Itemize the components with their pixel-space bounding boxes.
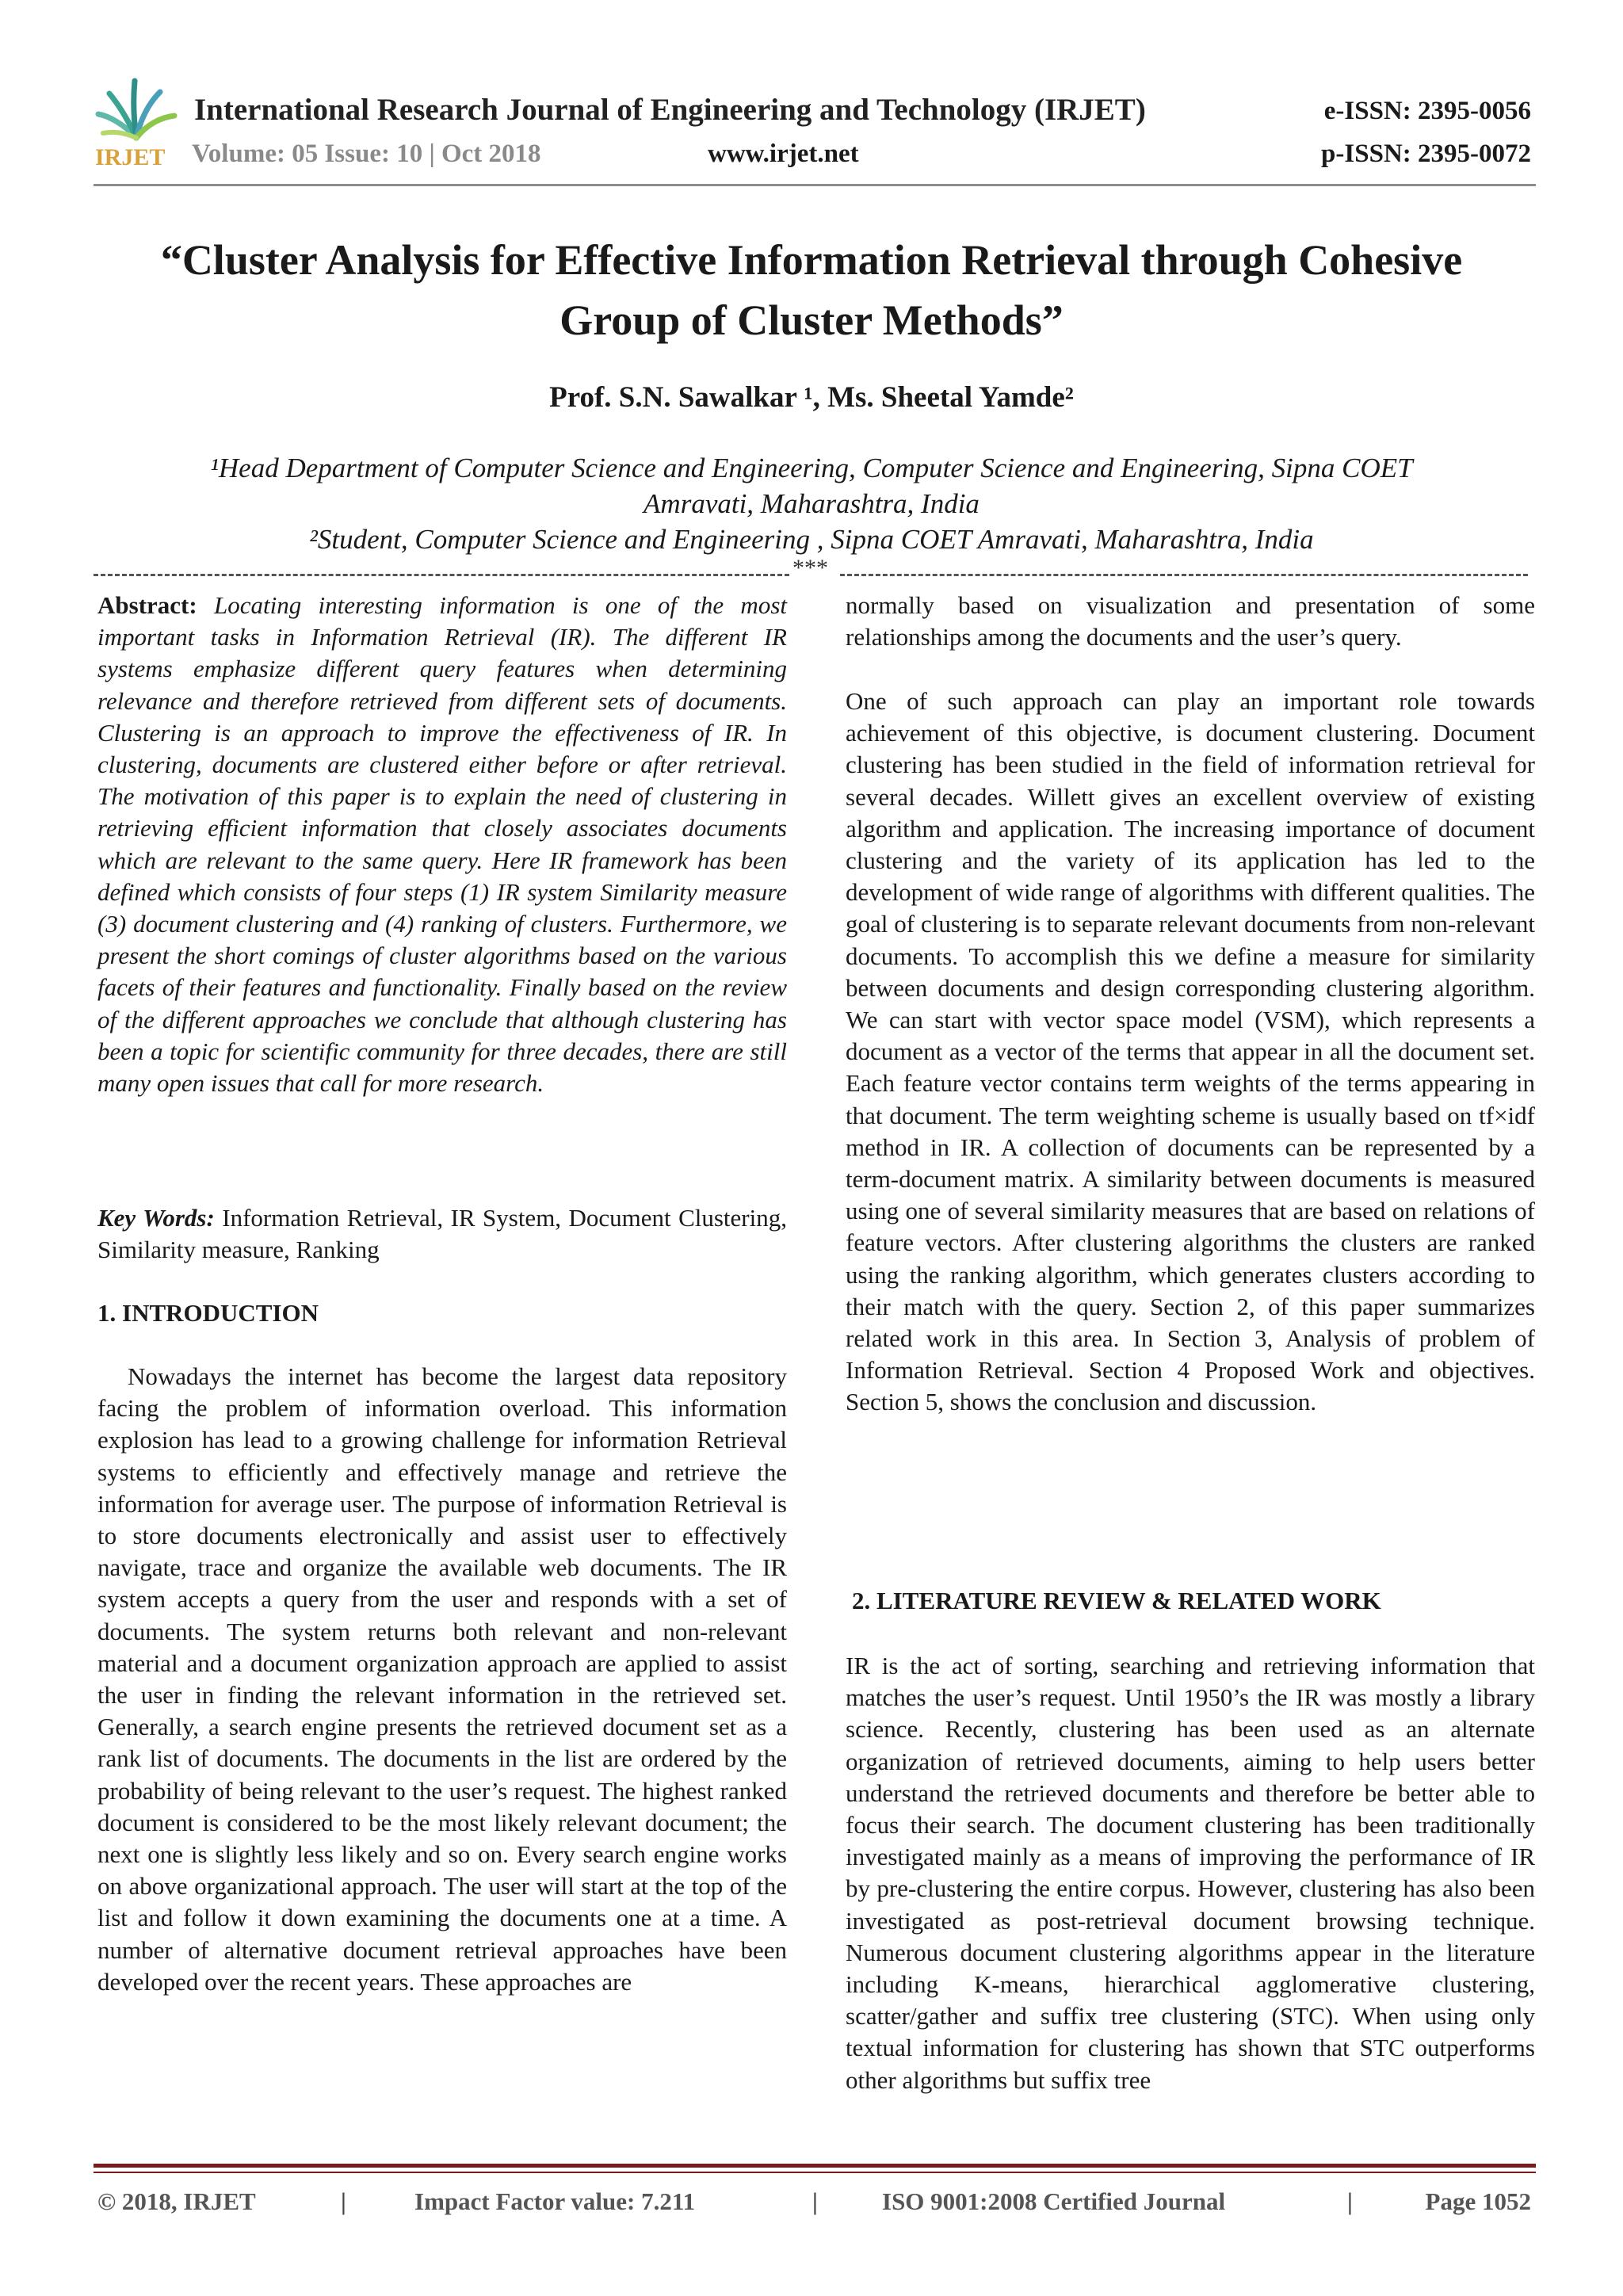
footer-rule-thin bbox=[94, 2172, 1536, 2173]
footer-divider-3: | bbox=[1347, 2187, 1353, 2215]
abstract-label: Abstract: bbox=[97, 591, 197, 619]
right-paragraph-1-text: normally based on visualization and presentation of some relationships among the documents and the user’s query. bbox=[846, 591, 1535, 651]
authors: Prof. S.N. Sawalkar ¹, Ms. Sheetal Yamde² bbox=[549, 381, 1074, 414]
header-rule bbox=[94, 184, 1536, 186]
journal-website[interactable]: www.irjet.net bbox=[708, 139, 859, 168]
keywords bbox=[97, 1202, 787, 1266]
literature-heading: 2. LITERATURE REVIEW & RELATED WORK bbox=[852, 1587, 1381, 1614]
introduction-body bbox=[97, 1361, 787, 1998]
keywords-label: Key Words: bbox=[97, 1204, 215, 1232]
footer-page-number: Page 1052 bbox=[1425, 2187, 1531, 2215]
introduction-heading: 1. INTRODUCTION bbox=[97, 1299, 319, 1327]
footer-rule-thick bbox=[94, 2164, 1536, 2168]
svg-text:IRJET: IRJET bbox=[95, 144, 166, 168]
footer-impact-factor: Impact Factor value: 7.211 bbox=[414, 2187, 696, 2215]
affiliation-line-3: ²Student, Computer Science and Engineering , Sipna COET Amravati, Maharashtra, India bbox=[309, 524, 1314, 555]
title-line-2: Group of Cluster Methods” bbox=[559, 296, 1064, 344]
keywords-text: Information Retrieval, IR System, Document Clustering, Similarity measure, Ranking bbox=[97, 1204, 787, 1264]
footer-divider-2: | bbox=[812, 2187, 818, 2215]
footer-iso: ISO 9001:2008 Certified Journal bbox=[882, 2187, 1226, 2215]
volume-info: Volume: 05 Issue: 10 | Oct 2018 bbox=[192, 139, 541, 168]
paper-title bbox=[87, 230, 1536, 350]
separator-right bbox=[840, 574, 1528, 576]
irjet-logo bbox=[92, 76, 181, 168]
separator-stars: *** bbox=[792, 555, 828, 581]
right-paragraph-2-text: One of such approach can play an important role towards achievement of this objective, is document clustering. Document clustering has been studied in the field of information retrieval for several decades. Willett gives an excellent overview of existing algorithm and application. The increasing importance of document clustering and the variety of its application has led to the development of wide range of algorithms with different qualities. The goal of clustering is to separate relevant documents from non-relevant documents. To accomplish this we define a measure for similarity between documents and design corresponding clustering algorithm. We can start with vector space model (VSM), which represents a document as a vector of the terms that appear in all the document set. Each feature vector contains term weights of the terms appearing in that document. The term weighting scheme is usually based on tf×idf method in IR. A collection of documents can be represented by a term-document matrix. A similarity between documents is measured using one of several similarity measures that are based on relations of feature vectors. After clustering algorithms the clusters are ranked using the ranking algorithm, which generates clusters according to their match with the query. Section 2, of this paper summarizes related work in this area. In Section 3, Analysis of problem of Information Retrieval. Section 4 Proposed Work and objectives. Section 5, shows the conclusion and discussion. bbox=[846, 687, 1535, 1416]
footer-divider-1: | bbox=[341, 2187, 346, 2215]
affiliation-line-1: ¹Head Department of Computer Science and Engineering, Computer Science and Engineering, Sipna COET bbox=[210, 453, 1413, 483]
introduction-paragraph: Nowadays the internet has become the largest data repository facing the problem of information overload. This information explosion has lead to a growing challenge for information Retrieval systems to efficiently and effectively manage and retrieve the information for average user. The purpose of information Retrieval is to store documents electronically and assist user to effectively navigate, trace and organize the available web documents. The IR system accepts a query from the user and responds with a set of documents. The system returns both relevant and non-relevant material and a document organization approach are applied to assist the user in finding the relevant information in the retrieved set. Generally, a search engine presents the retrieved document set as a rank list of documents. The documents in the list are ordered by the probability of being relevant to the user’s request. The highest ranked document is considered to be the most likely relevant document; the next one is slightly less likely and so on. Every search engine works on above organizational approach. The user will start at the top of the list and follow it down examining the documents one at a time. A number of alternative document retrieval approaches have been developed over the recent years. These approaches are bbox=[97, 1362, 787, 1996]
journal-name: International Research Journal of Engineering and Technology (IRJET) bbox=[194, 93, 1146, 127]
abstract-text: Locating interesting information is one of the most important tasks in Information Retrieval (IR). The different IR systems emphasize different query features when determining relevance and therefore retrieved from different sets of documents. Clustering is an approach to improve the effectiveness of IR. In clustering, documents are clustered either before or after retrieval. The motivation of this paper is to explain the need of clustering in retrieving efficient information that closely associates documents which are relevant to the same query. Here IR framework has been defined which consists of four steps (1) IR system Similarity measure (3) document clustering and (4) ranking of clusters. Furthermore, we present the short comings of cluster algorithms based on the various facets of their features and functionality. Finally based on the review of the different approaches we conclude that although clustering has been a topic for scientific community for three decades, there are still many open issues that call for more research. bbox=[97, 591, 787, 1098]
literature-paragraph: IR is the act of sorting, searching and retrieving information that matches the user’s request. Until 1950’s the IR was mostly a library science. Recently, clustering has been used as an alternate organization of retrieved documents, aiming to help users better understand the retrieved documents and therefore be better able to focus their search. The document clustering has been traditionally investigated mainly as a means of improving the performance of IR by pre-clustering the entire corpus. However, clustering has also been investigated as post-retrieval document browsing technique. Numerous document clustering algorithms appear in the literature including K-means, hierarchical agglomerative clustering, scatter/gather and suffix tree clustering (STC). When using only textual information for clustering has shown that STC outperforms other algorithms but suffix tree bbox=[846, 1652, 1535, 2094]
right-paragraph-1 bbox=[846, 590, 1535, 653]
literature-body bbox=[846, 1650, 1535, 2096]
affiliations bbox=[87, 450, 1536, 557]
right-paragraph-2 bbox=[846, 686, 1535, 1419]
e-issn: e-ISSN: 2395-0056 bbox=[1323, 97, 1531, 125]
title-line-1: “Cluster Analysis for Effective Information Retrieval through Cohesive bbox=[160, 236, 1463, 284]
affiliation-line-2: Amravati, Maharashtra, India bbox=[643, 488, 980, 519]
footer-copyright: © 2018, IRJET bbox=[97, 2187, 256, 2215]
p-issn: p-ISSN: 2395-0072 bbox=[1321, 139, 1531, 168]
separator-left bbox=[94, 574, 789, 576]
abstract bbox=[97, 590, 787, 1099]
